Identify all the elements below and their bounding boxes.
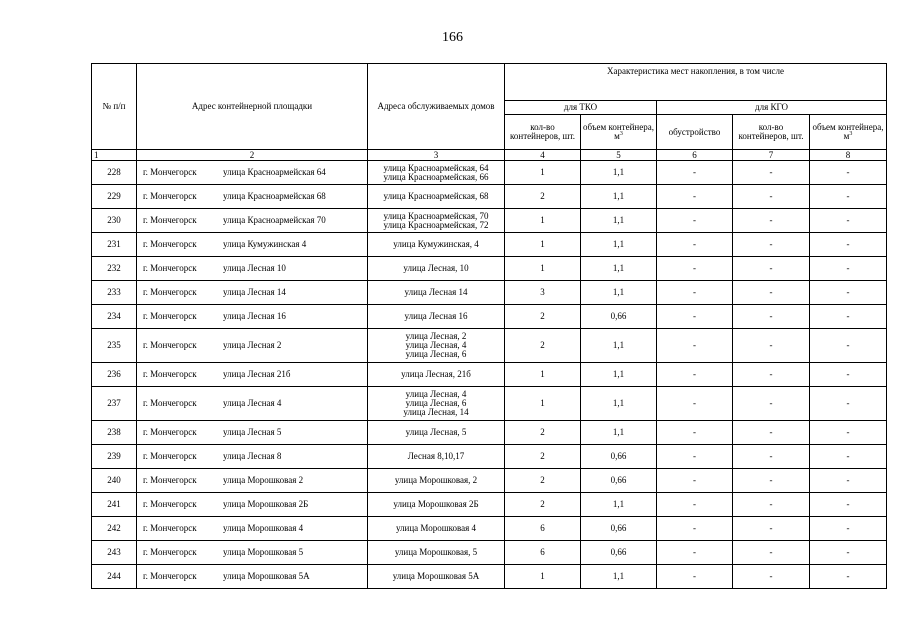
row-address-city: г. Мончегорск	[143, 523, 197, 533]
row-address-city: г. Мончегорск	[143, 427, 197, 437]
row-volume: 0,66	[581, 305, 657, 329]
row-address	[137, 161, 368, 185]
row-address	[137, 281, 368, 305]
row-number: 238	[92, 421, 137, 445]
row-house-line: улица Красноармейская, 68	[383, 191, 489, 201]
table-row	[92, 305, 887, 329]
row-arrangement: -	[657, 209, 733, 233]
row-address-city: г. Мончегорск	[143, 571, 197, 581]
row-count: 1	[505, 161, 581, 185]
row-number: 235	[92, 329, 137, 363]
row-kgo-volume: -	[810, 161, 887, 185]
row-count: 1	[505, 209, 581, 233]
table-row	[92, 161, 887, 185]
row-house-line: улица Красноармейская, 66	[383, 171, 489, 182]
row-number: 230	[92, 209, 137, 233]
header-kgo-count: кол-во контейнеров, шт.	[733, 115, 810, 150]
table-row	[92, 565, 887, 589]
row-address-city: г. Мончегорск	[143, 499, 197, 509]
table-row	[92, 421, 887, 445]
row-kgo-volume: -	[810, 305, 887, 329]
row-address-street: улица Лесная 4	[223, 398, 282, 408]
row-houses	[368, 185, 505, 209]
header-kgo-volume	[810, 115, 887, 150]
column-number: 2	[137, 150, 368, 161]
row-kgo-volume: -	[810, 209, 887, 233]
row-address-street: улица Лесная 16	[223, 311, 286, 321]
row-house-line: улица Лесная, 14	[403, 407, 469, 417]
row-address-street: улица Красноармейская 64	[223, 167, 326, 177]
row-arrangement: -	[657, 233, 733, 257]
container-sites-table	[91, 63, 887, 589]
row-count: 2	[505, 421, 581, 445]
row-kgo-volume: -	[810, 387, 887, 421]
row-count: 2	[505, 469, 581, 493]
row-address-street: улица Лесная 10	[223, 263, 286, 273]
row-arrangement: -	[657, 517, 733, 541]
row-address-street: улица Лесная 14	[223, 287, 286, 297]
row-kgo-volume: -	[810, 329, 887, 363]
row-address	[137, 233, 368, 257]
table-row	[92, 233, 887, 257]
row-address	[137, 565, 368, 589]
row-address-city: г. Мончегорск	[143, 287, 197, 297]
row-address-city: г. Мончегорск	[143, 451, 197, 461]
row-address-street: улица Красноармейская 68	[223, 191, 326, 201]
row-kgo-count: -	[733, 161, 810, 185]
row-kgo-count: -	[733, 329, 810, 363]
row-volume: 1,1	[581, 565, 657, 589]
row-houses	[368, 565, 505, 589]
row-address-street: улица Лесная 21б	[223, 369, 291, 379]
row-volume: 0,66	[581, 445, 657, 469]
row-count: 3	[505, 281, 581, 305]
table-row	[92, 541, 887, 565]
row-address	[137, 493, 368, 517]
row-address-city: г. Мончегорск	[143, 340, 197, 350]
row-number: 241	[92, 493, 137, 517]
row-house-line: улица Кумужинская, 4	[393, 239, 479, 249]
row-house-line: улица Лесная 14	[404, 287, 468, 297]
table-row	[92, 469, 887, 493]
row-kgo-count: -	[733, 493, 810, 517]
row-address-city: г. Мончегорск	[143, 311, 197, 321]
column-number-row	[92, 150, 887, 161]
row-house-line: Лесная 8,10,17	[407, 451, 465, 461]
header-volume	[581, 115, 657, 150]
row-address	[137, 469, 368, 493]
row-count: 2	[505, 329, 581, 363]
row-address	[137, 257, 368, 281]
header-num: № п/п	[92, 64, 137, 150]
row-kgo-volume: -	[810, 281, 887, 305]
row-address-city: г. Мончегорск	[143, 547, 197, 557]
row-volume: 1,1	[581, 209, 657, 233]
header-arrangement: обустройство	[657, 115, 733, 150]
table-row	[92, 185, 887, 209]
row-arrangement: -	[657, 445, 733, 469]
row-address	[137, 421, 368, 445]
row-count: 1	[505, 233, 581, 257]
row-count: 1	[505, 565, 581, 589]
row-number: 243	[92, 541, 137, 565]
header-characteristics: Характеристика мест накопления, в том числе	[505, 64, 887, 101]
row-count: 1	[505, 363, 581, 387]
header-tko: для ТКО	[505, 101, 657, 115]
header-volume-text: объем контейнера, м	[583, 122, 654, 141]
row-address	[137, 387, 368, 421]
row-kgo-volume: -	[810, 257, 887, 281]
row-number: 229	[92, 185, 137, 209]
row-volume: 0,66	[581, 541, 657, 565]
row-house-line: улица Лесная, 10	[403, 263, 469, 273]
row-houses	[368, 493, 505, 517]
row-kgo-volume: -	[810, 469, 887, 493]
row-houses	[368, 329, 505, 363]
row-house-line: улица Морошковая 4	[395, 523, 477, 533]
row-houses	[368, 305, 505, 329]
header-count: кол-во контейнеров, шт.	[505, 115, 581, 150]
row-house-line: улица Лесная 16	[404, 311, 468, 321]
row-house-line: улица Красноармейская, 72	[383, 219, 489, 230]
table-row	[92, 281, 887, 305]
row-kgo-count: -	[733, 233, 810, 257]
table-row	[92, 363, 887, 387]
header-kgo: для КГО	[657, 101, 887, 115]
row-address-street: улица Лесная 2	[223, 340, 282, 350]
row-kgo-count: -	[733, 257, 810, 281]
row-house-line: улица Лесная, 6	[405, 349, 467, 359]
row-count: 2	[505, 305, 581, 329]
row-kgo-count: -	[733, 421, 810, 445]
column-number: 3	[368, 150, 505, 161]
row-kgo-count: -	[733, 541, 810, 565]
column-number: 5	[581, 150, 657, 161]
row-houses	[368, 233, 505, 257]
row-kgo-volume: -	[810, 565, 887, 589]
row-kgo-volume: -	[810, 445, 887, 469]
table-row	[92, 209, 887, 233]
row-address-city: г. Мончегорск	[143, 215, 197, 225]
column-number: 6	[657, 150, 733, 161]
row-address-street: улица Морошковая 2	[223, 475, 304, 485]
row-volume: 1,1	[581, 329, 657, 363]
row-volume: 0,66	[581, 517, 657, 541]
row-count: 1	[505, 257, 581, 281]
row-house-line: улица Лесная, 4	[405, 340, 467, 350]
row-arrangement: -	[657, 161, 733, 185]
row-count: 2	[505, 185, 581, 209]
row-address-city: г. Мончегорск	[143, 369, 197, 379]
row-house-line: улица Лесная, 21б	[401, 369, 471, 379]
row-house-line: улица Лесная, 6	[405, 398, 467, 408]
row-volume: 1,1	[581, 387, 657, 421]
row-kgo-count: -	[733, 445, 810, 469]
row-kgo-count: -	[733, 565, 810, 589]
row-house-line: улица Морошковая, 5	[394, 547, 478, 557]
row-houses	[368, 541, 505, 565]
row-count: 2	[505, 445, 581, 469]
row-address-street: улица Кумужинская 4	[223, 239, 307, 249]
row-number: 236	[92, 363, 137, 387]
row-arrangement: -	[657, 257, 733, 281]
row-address-street: улица Морошковая 5	[223, 547, 304, 557]
row-number: 240	[92, 469, 137, 493]
row-house-line: улица Лесная, 2	[405, 331, 467, 341]
row-arrangement: -	[657, 493, 733, 517]
row-count: 6	[505, 517, 581, 541]
row-arrangement: -	[657, 387, 733, 421]
row-arrangement: -	[657, 185, 733, 209]
row-address-city: г. Мончегорск	[143, 191, 197, 201]
row-address-street: улица Лесная 8	[223, 451, 282, 461]
row-address-city: г. Мончегорск	[143, 167, 197, 177]
row-arrangement: -	[657, 329, 733, 363]
row-number: 244	[92, 565, 137, 589]
row-kgo-volume: -	[810, 517, 887, 541]
row-arrangement: -	[657, 469, 733, 493]
row-address-street: улица Лесная 5	[223, 427, 282, 437]
header-houses: Адреса обслуживаемых домов	[368, 64, 505, 150]
row-address-street: улица Морошковая 4	[223, 523, 304, 533]
row-arrangement: -	[657, 421, 733, 445]
page-number: 166	[442, 30, 463, 45]
row-number: 233	[92, 281, 137, 305]
row-kgo-count: -	[733, 517, 810, 541]
table-body	[92, 161, 887, 589]
table-row	[92, 257, 887, 281]
row-address-city: г. Мончегорск	[143, 239, 197, 249]
row-number: 234	[92, 305, 137, 329]
row-address	[137, 185, 368, 209]
row-address	[137, 445, 368, 469]
row-volume: 1,1	[581, 421, 657, 445]
row-kgo-volume: -	[810, 541, 887, 565]
table-row	[92, 329, 887, 363]
row-number: 239	[92, 445, 137, 469]
column-number: 1	[92, 150, 137, 161]
row-count: 2	[505, 493, 581, 517]
header-volume-exp: 3	[619, 131, 623, 137]
row-address-street: улица Морошковая 5А	[223, 571, 310, 581]
row-address-city: г. Мончегорск	[143, 398, 197, 408]
row-kgo-volume: -	[810, 185, 887, 209]
row-house-line: улица Красноармейская, 64	[383, 162, 489, 173]
row-kgo-volume: -	[810, 493, 887, 517]
row-number: 242	[92, 517, 137, 541]
row-kgo-count: -	[733, 305, 810, 329]
row-number: 231	[92, 233, 137, 257]
row-houses	[368, 257, 505, 281]
header-kgo-volume-text: объем контейнера, м	[812, 122, 884, 141]
row-arrangement: -	[657, 281, 733, 305]
row-houses	[368, 363, 505, 387]
table-row	[92, 445, 887, 469]
row-houses	[368, 517, 505, 541]
row-houses	[368, 469, 505, 493]
row-kgo-count: -	[733, 469, 810, 493]
row-houses	[368, 209, 505, 233]
row-house-line: улица Лесная, 5	[405, 427, 467, 437]
row-house-line: улица Морошковая 5А	[392, 571, 480, 581]
row-arrangement: -	[657, 541, 733, 565]
row-number: 228	[92, 161, 137, 185]
row-volume: 1,1	[581, 281, 657, 305]
row-kgo-count: -	[733, 185, 810, 209]
row-houses	[368, 421, 505, 445]
row-count: 1	[505, 387, 581, 421]
row-volume: 1,1	[581, 493, 657, 517]
column-number: 8	[810, 150, 887, 161]
table-row	[92, 387, 887, 421]
row-house-line: улица Морошковая, 2	[394, 475, 478, 485]
row-houses	[368, 281, 505, 305]
row-volume: 1,1	[581, 363, 657, 387]
row-volume: 1,1	[581, 257, 657, 281]
table-row	[92, 517, 887, 541]
row-address	[137, 209, 368, 233]
row-number: 237	[92, 387, 137, 421]
row-kgo-volume: -	[810, 233, 887, 257]
row-kgo-volume: -	[810, 421, 887, 445]
row-arrangement: -	[657, 565, 733, 589]
row-kgo-volume: -	[810, 363, 887, 387]
row-address	[137, 305, 368, 329]
row-count: 6	[505, 541, 581, 565]
row-houses	[368, 387, 505, 421]
row-address-street: улица Красноармейская 70	[223, 215, 326, 225]
row-kgo-count: -	[733, 281, 810, 305]
row-houses	[368, 161, 505, 185]
row-volume: 0,66	[581, 469, 657, 493]
row-address	[137, 329, 368, 363]
row-kgo-count: -	[733, 209, 810, 233]
row-address	[137, 541, 368, 565]
header-kgo-volume-exp: 3	[849, 131, 853, 137]
row-arrangement: -	[657, 363, 733, 387]
row-arrangement: -	[657, 305, 733, 329]
row-address	[137, 517, 368, 541]
row-house-line: улица Лесная, 4	[405, 389, 467, 399]
column-number: 4	[505, 150, 581, 161]
row-volume: 1,1	[581, 161, 657, 185]
row-kgo-count: -	[733, 387, 810, 421]
row-address	[137, 363, 368, 387]
column-number: 7	[733, 150, 810, 161]
row-number: 232	[92, 257, 137, 281]
row-address-street: улица Морошковая 2Б	[223, 499, 309, 509]
header-address: Адрес контейнерной площадки	[137, 64, 368, 150]
row-volume: 1,1	[581, 233, 657, 257]
row-houses	[368, 445, 505, 469]
row-volume: 1,1	[581, 185, 657, 209]
row-kgo-count: -	[733, 363, 810, 387]
row-address-city: г. Мончегорск	[143, 475, 197, 485]
table-row	[92, 493, 887, 517]
row-house-line: улица Морошковая 2Б	[393, 499, 479, 509]
row-address-city: г. Мончегорск	[143, 263, 197, 273]
row-house-line: улица Красноармейская, 70	[383, 210, 489, 221]
